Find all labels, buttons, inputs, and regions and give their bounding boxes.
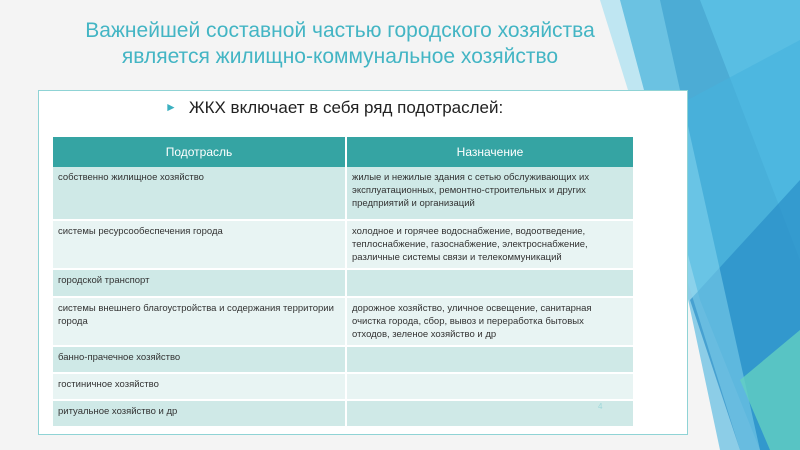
table-row [53,220,634,269]
purpose-cell [346,220,634,269]
bullet-item [165,98,503,118]
table-row [53,297,634,346]
sector-cell: городской транспорт [53,269,346,297]
purpose-cell [346,297,634,346]
purpose-cell [346,167,634,220]
purpose-line: очистка города, сбор, вывоз и переработка бытовых [352,316,584,327]
table-row [53,346,634,373]
purpose-cell [346,373,634,400]
sectors-table [53,137,635,428]
sector-cell: гостиничное хозяйство [53,373,346,400]
slide-title-line-2: является жилищно-коммунальное хозяйство [121,45,559,68]
purpose-line: жилые и нежилые здания с сетью обслуживающих их [352,172,590,183]
purpose-line: холодное и горячее водоснабжение, водоотведение, [352,226,586,237]
sector-cell: системы внешнего благоустройства и содержания территории города [53,297,346,346]
slide-title [30,18,650,70]
table-row [53,269,634,297]
purpose-cell [346,269,634,297]
slide-title-line-1: Важнейшей составной частью городского хозяйства [85,19,595,42]
sector-cell: системы ресурсообеспечения города [53,220,346,269]
purpose-line: отходов, зеленое хозяйство и др [352,329,497,340]
sector-cell: собственно жилищное хозяйство [53,167,346,220]
purpose-line: дорожное хозяйство, уличное освещение, санитарная [352,303,592,314]
triangle-bullet-icon: ► [165,100,177,114]
sector-cell: ритуальное хозяйство и др [53,400,346,427]
purpose-line: эксплуатационных, ремонтно-строительных и других [352,185,586,196]
sector-cell: банно-прачечное хозяйство [53,346,346,373]
purpose-line: различные системы связи и телекоммуникаций [352,252,562,263]
purpose-cell [346,400,634,427]
column-header-sector: Подотрасль [53,137,346,167]
purpose-line: теплоснабжение, газоснабжение, электроснабжение, [352,239,588,250]
table-header-row [53,137,634,167]
column-header-purpose: Назначение [346,137,634,167]
purpose-line: предприятий и организаций [352,198,475,209]
bullet-text: ЖКХ включает в себя ряд подотраслей: [188,98,504,117]
purpose-cell [346,346,634,373]
page-number: 4 [598,402,603,411]
table-row [53,373,634,400]
table-row [53,167,634,220]
table-row [53,400,634,427]
